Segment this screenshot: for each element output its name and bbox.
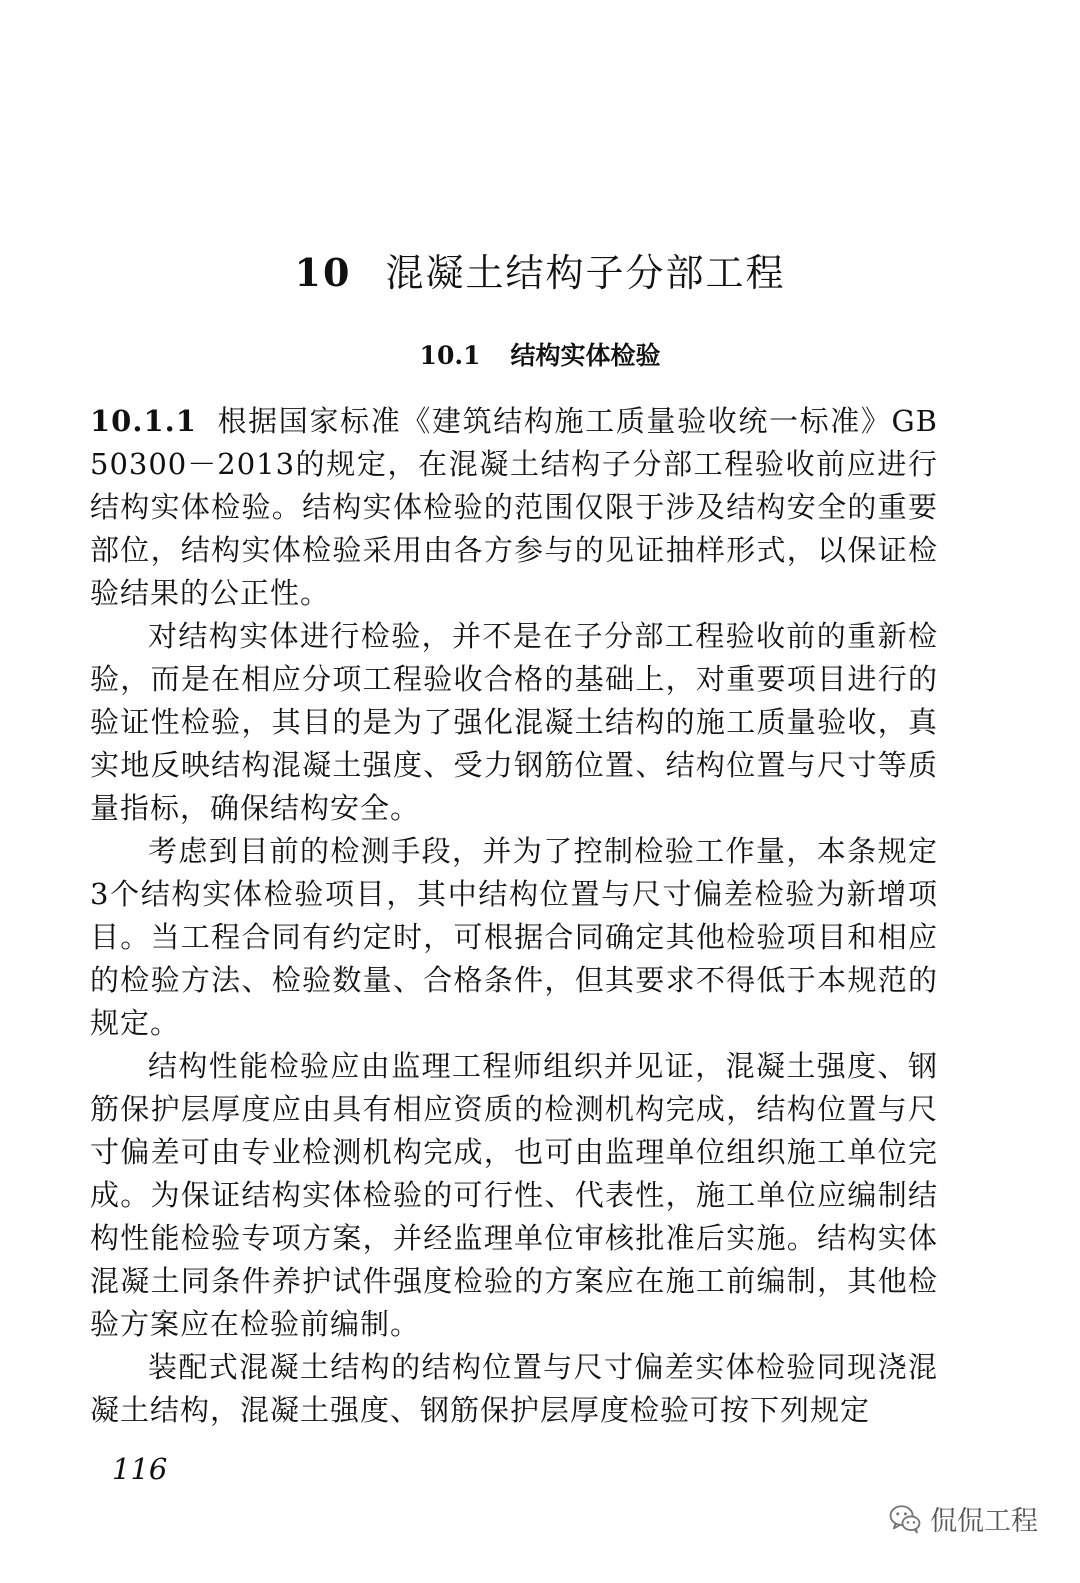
clause-paragraph <box>90 400 938 615</box>
chapter-number: 10 <box>294 250 352 295</box>
paragraph: 对结构实体进行检验，并不是在子分部工程验收前的重新检验，而是在相应分项工程验收合格的基础上，对重要项目进行的验证性检验，其目的是为了强化混凝土结构的施工质量验收，真实地反映结构混凝土强度、受力钢筋位置、结构位置与尺寸等质量指标，确保结构安全。 <box>90 619 938 825</box>
page-number: 116 <box>112 1452 168 1486</box>
section-number: 10.1 <box>419 341 481 370</box>
paragraph: 结构性能检验应由监理工程师组织并见证，混凝土强度、钢筋保护层厚度应由具有相应资质的检测机构完成，结构位置与尺寸偏差可由专业检测机构完成，也可由监理单位组织施工单位完成。为保证结构实体检验的可行性、代表性，施工单位应编制结构性能检验专项方案，并经监理单位审核批准后实施。结构实体混凝土同条件养护试件强度检验的方案应在施工前编制，其他检验方案应在检验前编制。 <box>90 1049 938 1341</box>
section-title-text: 结构实体检验 <box>510 341 661 370</box>
body-text <box>90 400 938 1432</box>
watermark-text: 侃侃工程 <box>930 1506 1038 1537</box>
watermark <box>888 1499 1038 1538</box>
paragraph: 考虑到目前的检测手段，并为了控制检验工作量，本条规定3个结构实体检验项目，其中结构位置与尺寸偏差检验为新增项目。当工程合同有约定时，可根据合同确定其他检验项目和相应的检验方法、检验数量、合格条件，但其要求不得低于本规范的规定。 <box>90 834 938 1040</box>
chapter-title <box>0 242 1080 297</box>
section-title <box>0 336 1080 372</box>
clause-number: 10.1.1 <box>90 404 197 438</box>
clause-text: 根据国家标准《建筑结构施工质量验收统一标准》GB 50300－2013的规定，在混凝土结构子分部工程验收前应进行结构实体检验。结构实体检验的范围仅限于涉及结构安全的重要部位，结构实体检验采用由各方参与的见证抽样形式，以保证检验结果的公正性。 <box>90 404 938 610</box>
paragraph: 装配式混凝土结构的结构位置与尺寸偏差实体检验同现浇混凝土结构，混凝土强度、钢筋保护层厚度检验可按下列规定 <box>90 1350 938 1427</box>
wechat-icon <box>888 1502 922 1536</box>
chapter-title-text: 混凝土结构子分部工程 <box>385 251 786 295</box>
